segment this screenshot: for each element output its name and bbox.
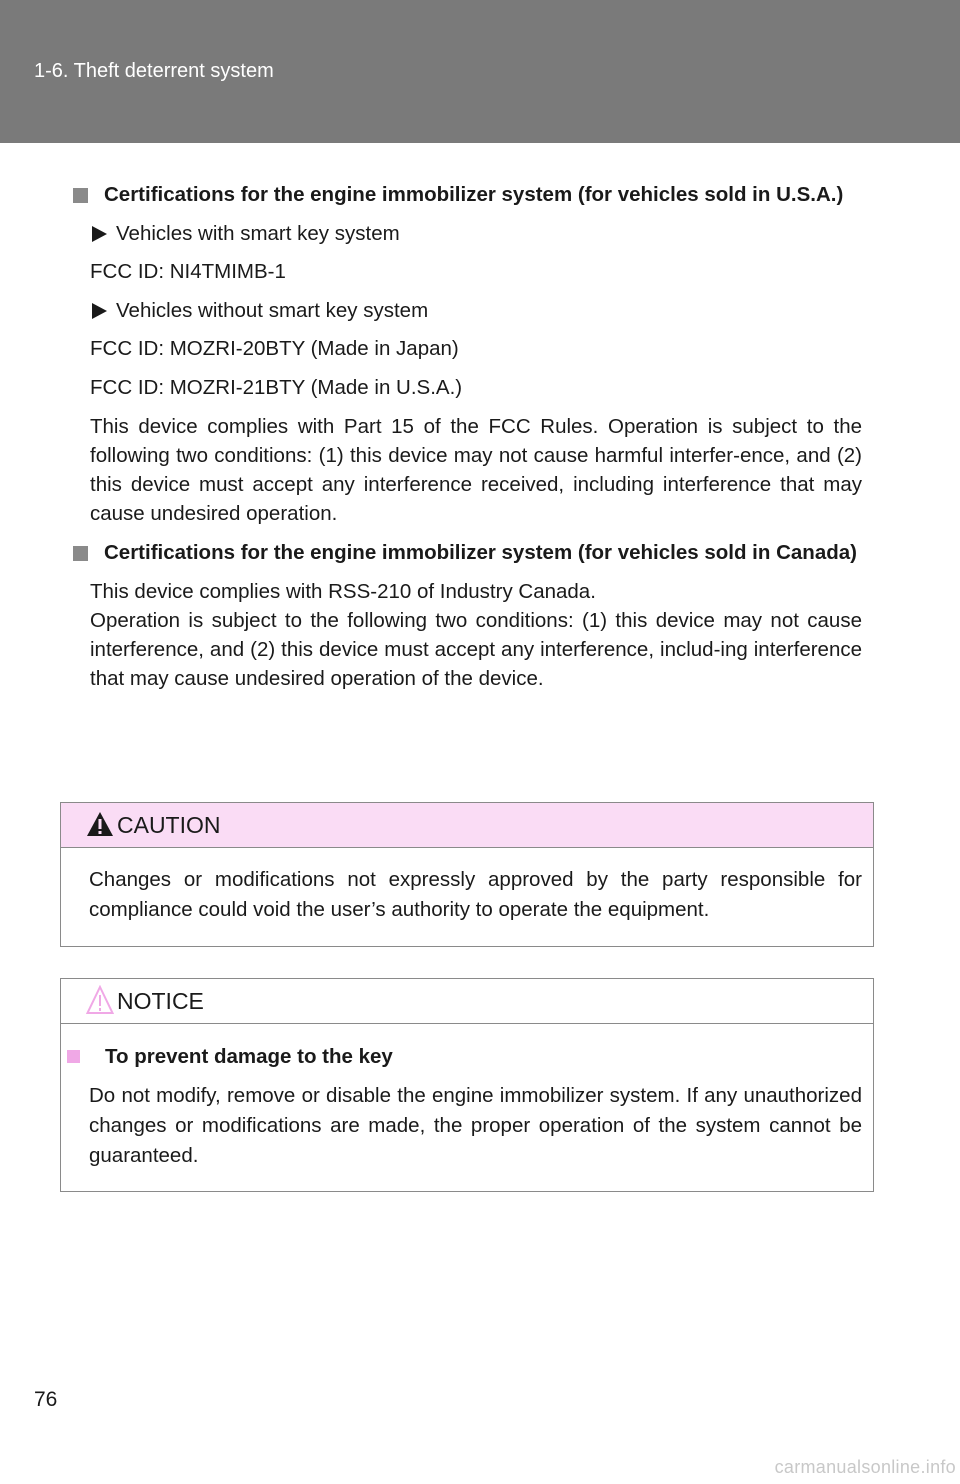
notice-heading-text: To prevent damage to the key	[105, 1045, 393, 1068]
usa-statement: This device complies with Part 15 of the FCC Rules. Operation is subject to the following two conditions: (1) this device may not cause harmful interfer-ence, and (2) this device must accept any interference received, including interference that may cause undesired operation.	[90, 415, 862, 525]
notice-heading	[83, 1042, 862, 1072]
usa-section-heading	[72, 180, 862, 209]
no-smart-key-item	[72, 296, 862, 325]
right-arrow-icon	[92, 303, 107, 319]
fcc-usa: FCC ID: MOZRI-21BTY (Made in U.S.A.)	[90, 376, 463, 399]
canada-heading-text: Certifications for the engine immobilizer system (for vehicles sold in Canada)	[104, 541, 857, 564]
page-number: 76	[34, 1388, 58, 1411]
smart-key-label: Vehicles with smart key system	[116, 222, 400, 245]
right-arrow-icon	[92, 226, 107, 242]
smart-key-fcc: FCC ID: NI4TMIMB-1	[90, 260, 286, 283]
notice-body	[61, 1024, 873, 1185]
notice-header	[61, 979, 873, 1024]
smart-key-item	[72, 219, 862, 248]
watermark: carmanualsonline.info	[774, 1457, 956, 1477]
header-bar	[0, 0, 960, 143]
fcc-japan: FCC ID: MOZRI-20BTY (Made in Japan)	[90, 337, 459, 360]
section-title: 1-6. Theft deterrent system	[34, 60, 274, 82]
square-bullet-icon	[73, 546, 88, 561]
no-smart-key-label: Vehicles without smart key system	[116, 299, 429, 322]
notice-title: NOTICE	[117, 988, 204, 1014]
square-bullet-icon	[73, 188, 88, 203]
canada-section-heading	[72, 538, 862, 567]
square-bullet-icon	[67, 1050, 80, 1063]
caution-body	[61, 848, 873, 939]
warning-triangle-icon	[86, 811, 114, 837]
usa-heading-text: Certifications for the engine immobilizer system (for vehicles sold in U.S.A.)	[104, 183, 844, 206]
warning-triangle-outline-icon	[86, 985, 114, 1015]
caution-header	[61, 803, 873, 848]
canada-statement: Operation is subject to the following two conditions: (1) this device may not cause interference, and (2) this device must accept any interference, includ-ing interference that may cause undesired operation of the device.	[90, 609, 862, 690]
caution-box	[60, 802, 874, 947]
caution-text: Changes or modifications not expressly approved by the party responsible for compliance could void the user’s authority to operate the equipment.	[89, 868, 862, 921]
main-content	[72, 180, 862, 693]
canada-line1: This device complies with RSS-210 of Industry Canada.	[90, 580, 596, 603]
notice-text: Do not modify, remove or disable the engine immobilizer system. If any unauthorized changes or modifications are made, the proper operation of the system cannot be guaranteed.	[89, 1084, 862, 1167]
notice-box	[60, 978, 874, 1192]
caution-title: CAUTION	[117, 812, 221, 838]
